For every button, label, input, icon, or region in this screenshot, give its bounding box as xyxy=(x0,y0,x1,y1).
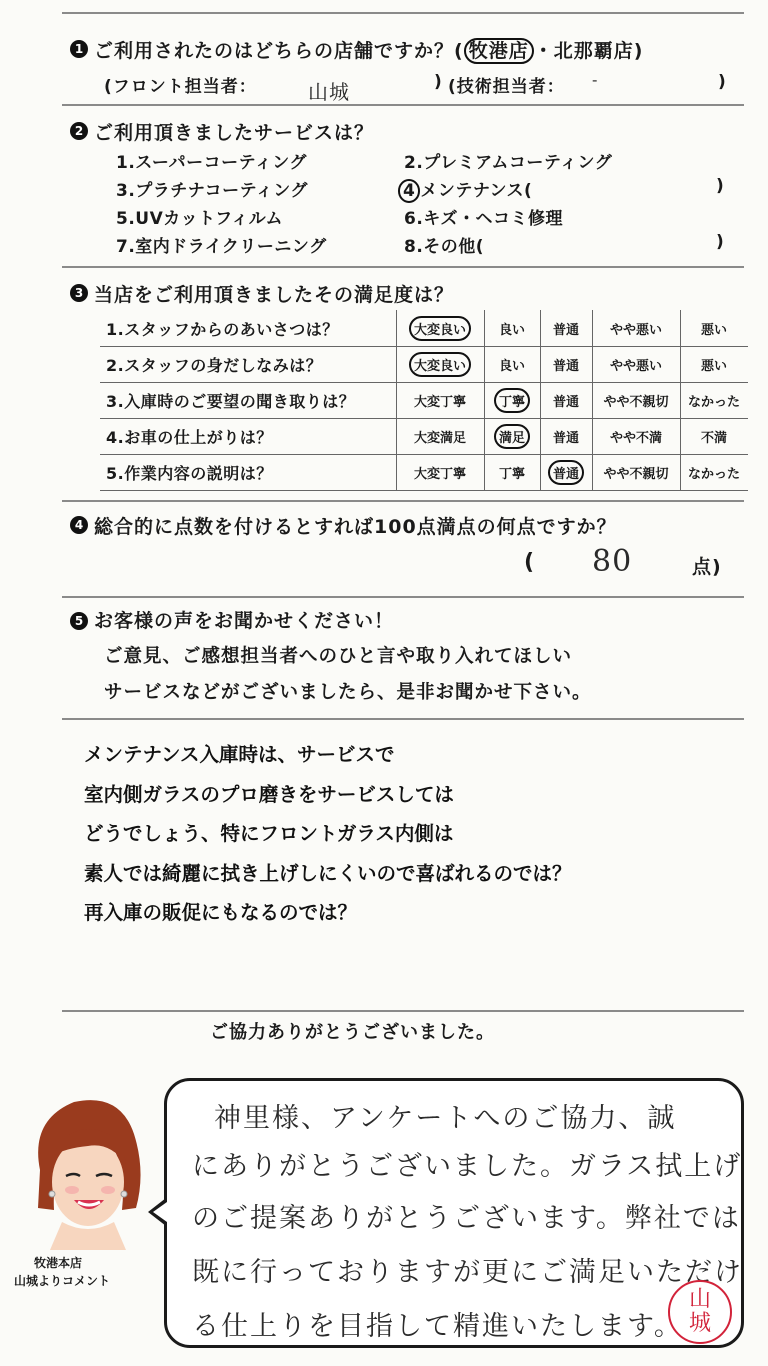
bubble-tail-inner xyxy=(153,1202,167,1222)
satisfaction-option[interactable] xyxy=(680,382,748,418)
avatar-caption-line2: 山城よりコメント xyxy=(14,1274,111,1288)
satisfaction-option[interactable] xyxy=(592,382,680,418)
satisfaction-option-label: 良い xyxy=(498,322,525,338)
question-5-prompt-line2: サービスなどがございましたら、是非お聞かせ下さい。 xyxy=(104,682,592,703)
satisfaction-option-selected[interactable] xyxy=(540,454,592,490)
divider-5 xyxy=(62,718,744,720)
satisfaction-option-label: やや不親切 xyxy=(603,394,669,410)
satisfaction-option-label: 普通 xyxy=(548,460,584,485)
question-1-text xyxy=(94,36,643,63)
service-4-circled-number: 4 xyxy=(398,179,420,203)
question-4-number: 4 xyxy=(70,516,88,534)
name-stamp: 山 城 xyxy=(668,1280,732,1344)
satisfaction-question: 4.お車の仕上がりは？ xyxy=(106,428,273,447)
satisfaction-option-label: 普通 xyxy=(552,394,579,410)
satisfaction-option-label: やや悪い xyxy=(609,358,662,374)
satisfaction-option[interactable] xyxy=(396,382,484,418)
customer-comment xyxy=(84,735,724,933)
satisfaction-option[interactable] xyxy=(592,346,680,382)
satisfaction-option-label: 満足 xyxy=(494,424,530,449)
service-option[interactable]: 8.その他( xyxy=(404,237,485,257)
satisfaction-option[interactable] xyxy=(680,310,748,346)
satisfaction-option[interactable] xyxy=(484,310,540,346)
staff-avatar xyxy=(22,1090,152,1250)
tech-staff-value[interactable]: - xyxy=(592,70,599,89)
question-5-number: 5 xyxy=(70,612,88,630)
service-8-close: ) xyxy=(716,232,725,252)
comment-line: 素人では綺麗に拭き上げしにくいので喜ばれるのでは？ xyxy=(84,861,572,885)
service-option[interactable]: 1.スーパーコーティング xyxy=(116,153,307,173)
question-3-number: 3 xyxy=(70,284,88,302)
front-staff-label: (フロント担当者： xyxy=(104,77,257,97)
satisfaction-option-label: 普通 xyxy=(552,322,579,338)
front-staff-value[interactable]: 山城 xyxy=(308,80,350,104)
satisfaction-option-label: 悪い xyxy=(700,358,727,374)
score-open-paren: ( xyxy=(524,550,536,575)
satisfaction-option[interactable] xyxy=(540,310,592,346)
satisfaction-option-label: やや不満 xyxy=(609,430,662,446)
divider-4 xyxy=(62,596,744,598)
question-4-text: 総合的に点数を付けるとすれば100点満点の何点ですか？ xyxy=(94,516,617,538)
satisfaction-option-label: 普通 xyxy=(552,430,579,446)
satisfaction-option-label: 大変丁寧 xyxy=(413,394,466,410)
satisfaction-option-label: 不満 xyxy=(700,430,727,446)
question-1-number: 1 xyxy=(70,40,88,58)
satisfaction-option[interactable] xyxy=(484,454,540,490)
satisfaction-option[interactable] xyxy=(396,454,484,490)
satisfaction-option[interactable] xyxy=(592,418,680,454)
satisfaction-option-label: 良い xyxy=(498,358,525,374)
store-kita-naha-option[interactable]: 北那覇店 xyxy=(553,40,634,62)
reply-line: 既に行っておりますが更にご満足いただけ xyxy=(192,1257,743,1288)
satisfaction-option[interactable] xyxy=(484,346,540,382)
reply-line: にありがとうございました。ガラス拭上げ xyxy=(192,1151,743,1182)
service-option[interactable]: 5.UVカットフィルム xyxy=(116,209,284,229)
service-option[interactable]: 3.プラチナコーティング xyxy=(116,181,308,201)
satisfaction-option-label: 大変良い xyxy=(409,352,471,377)
satisfaction-option-selected[interactable] xyxy=(484,418,540,454)
satisfaction-question: 1.スタッフからのあいさつは？ xyxy=(106,320,339,339)
satisfaction-option-selected[interactable] xyxy=(396,346,484,382)
satisfaction-option-label: やや悪い xyxy=(609,322,662,338)
score-unit: 点) xyxy=(692,556,722,578)
satisfaction-question: 5.作業内容の説明は？ xyxy=(106,464,273,483)
question-5-prompt-line1: ご意見、ご感想担当者へのひと言や取り入れてほしい xyxy=(104,646,573,667)
tech-staff-close: ) xyxy=(718,72,727,92)
question-2-text: ご利用頂きましたサービスは？ xyxy=(94,122,375,144)
satisfaction-option-label: 普通 xyxy=(552,358,579,374)
divider-1 xyxy=(62,104,744,106)
question-5-text: お客様の声をお聞かせください！ xyxy=(94,610,395,632)
reply-line: のご提案ありがとうございます。弊社では xyxy=(192,1203,741,1234)
satisfaction-option[interactable] xyxy=(592,454,680,490)
store-makiminato-selected[interactable]: 牧港店 xyxy=(464,38,534,64)
service-option[interactable]: 7.室内ドライクリーニング xyxy=(116,237,327,257)
store-separator: ・ xyxy=(533,40,554,62)
divider-6 xyxy=(62,1010,744,1012)
avatar-caption-line1: 牧港本店 xyxy=(34,1256,83,1270)
satisfaction-option[interactable] xyxy=(540,418,592,454)
satisfaction-option-label: なかった xyxy=(687,466,740,482)
satisfaction-option-label: なかった xyxy=(687,394,740,410)
satisfaction-question: 2.スタッフの身だしなみは？ xyxy=(106,356,323,375)
question-1-prompt: ご利用されたのはどちらの店舗ですか？( xyxy=(94,40,464,62)
satisfaction-option-selected[interactable] xyxy=(484,382,540,418)
satisfaction-option[interactable] xyxy=(680,454,748,490)
top-rule xyxy=(62,12,744,14)
front-staff-close: ) xyxy=(434,72,443,92)
table-row-line xyxy=(100,490,748,491)
service-option-selected[interactable] xyxy=(398,176,532,201)
satisfaction-option-label: やや不親切 xyxy=(603,466,669,482)
question-2-number: 2 xyxy=(70,122,88,140)
satisfaction-option-label: 悪い xyxy=(700,322,727,338)
thanks-message: ご協力ありがとうございました。 xyxy=(210,1022,495,1043)
divider-2 xyxy=(62,266,744,268)
satisfaction-option[interactable] xyxy=(680,346,748,382)
satisfaction-option[interactable] xyxy=(396,418,484,454)
satisfaction-option[interactable] xyxy=(680,418,748,454)
service-4-close: ) xyxy=(716,176,725,196)
divider-3 xyxy=(62,500,744,502)
reply-line: 神里様、アンケートへのご協力、誠 xyxy=(214,1103,677,1134)
satisfaction-option[interactable] xyxy=(540,382,592,418)
satisfaction-option-label: 大変丁寧 xyxy=(413,466,466,482)
satisfaction-option[interactable] xyxy=(540,346,592,382)
comment-line: メンテナンス入庫時は、サービスで xyxy=(84,743,395,766)
comment-line: どうでしょう、特にフロントガラス内側は xyxy=(84,822,454,845)
question-3-text: 当店をご利用頂きましたその満足度は？ xyxy=(94,284,455,306)
tech-staff-label: (技術担当者： xyxy=(448,77,565,97)
reply-line: る仕上りを目指して精進いたします。 xyxy=(192,1311,683,1342)
service-option[interactable]: 6.キズ・ヘコミ修理 xyxy=(404,209,563,229)
store-close-paren: ) xyxy=(633,40,644,62)
comment-line: 再入庫の販促にもなるのでは？ xyxy=(84,901,358,924)
comment-line: 室内側ガラスのプロ磨きをサービスしては xyxy=(84,782,454,806)
satisfaction-question: 3.入庫時のご要望の聞き取りは？ xyxy=(106,392,356,411)
service-4-label: メンテナンス( xyxy=(420,181,533,201)
satisfaction-option-label: 丁寧 xyxy=(494,388,530,413)
satisfaction-option-label: 丁寧 xyxy=(498,466,525,482)
service-option[interactable]: 2.プレミアムコーティング xyxy=(404,153,613,173)
satisfaction-option[interactable] xyxy=(592,310,680,346)
satisfaction-option-label: 大変満足 xyxy=(413,430,466,446)
score-value[interactable]: 80 xyxy=(592,544,633,579)
satisfaction-option-selected[interactable] xyxy=(396,310,484,346)
satisfaction-option-label: 大変良い xyxy=(409,316,471,341)
